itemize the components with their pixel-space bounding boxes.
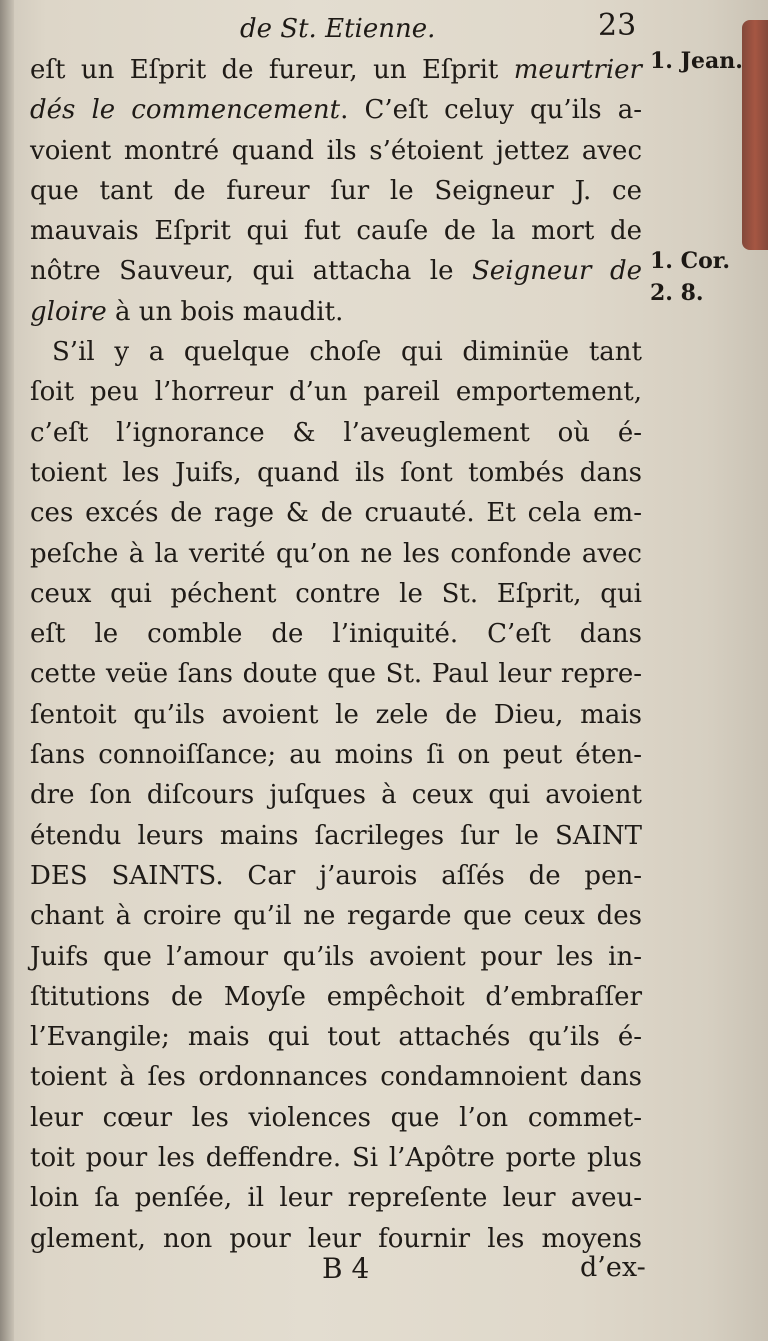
text-line: dés le commencement. C’eſt celuy qu’ils a- [30, 95, 642, 126]
text-line: nôtre Sauveur, qui attacha le Seigneur de [30, 256, 642, 287]
text-line: mauvais Eſprit qui fut cauſe de la mort de [30, 216, 642, 247]
text-line: gloire à un bois maudit. [30, 296, 344, 327]
text-line: étendu leurs mains ſacrileges ſur le SAINT [30, 820, 642, 851]
margin-note-cor: 1. Cor. [650, 248, 731, 274]
signature-mark: B 4 [322, 1252, 370, 1285]
text-line: l’Evangile; mais qui tout attachés qu’ils é- [30, 1022, 642, 1053]
text-line: voient montré quand ils s’étoient jettez avec [30, 135, 642, 166]
text-line: peſche à la verité qu’on ne les confonde avec [30, 538, 642, 569]
page-gutter-shadow [0, 0, 14, 1341]
text-line: loin ſa penſée, il leur repreſente leur aveu- [30, 1183, 642, 1214]
bookmark-ribbon [742, 20, 768, 250]
text-line: c’eſt l’ignorance & l’aveuglement où é- [30, 417, 642, 448]
text-line: cette veüe ſans doute que St. Paul leur repre- [30, 659, 642, 690]
text-line: toient les Juifs, quand ils ſont tombés dans [30, 457, 642, 488]
margin-note-jean: 1. Jean. [650, 48, 743, 74]
text-line: ces excés de rage & de cruauté. Et cela em- [30, 498, 642, 529]
text-line: toient à ſes ordonnances condamnoient dans [30, 1062, 642, 1093]
text-line: ſans connoiſſance; au moins ſi on peut éten- [30, 740, 642, 771]
text-line: Juifs que l’amour qu’ils avoient pour les in- [30, 941, 642, 972]
text-line: toit pour les deffendre. Si l’Apôtre porte plus [30, 1143, 642, 1174]
text-line: ſentoit qu’ils avoient le zele de Dieu, mais [30, 699, 642, 730]
body-text [30, 50, 642, 1259]
margin-note-cor-verse: 2. 8. [650, 280, 704, 306]
text-line: DES SAINTS. Car j’aurois aſſés de pen- [30, 860, 642, 891]
text-line: leur cœur les violences que l’on commet- [30, 1102, 642, 1133]
text-line: dre ſon diſcours juſques à ceux qui avoient [30, 780, 642, 811]
running-head: de St. Etienne. [240, 14, 436, 44]
text-line: ſtitutions de Moyſe empêchoit d’embraſſer [30, 981, 642, 1012]
text-line: eſt un Eſprit de fureur, un Eſprit meurtrier [30, 55, 642, 85]
text-line: ſoit peu l’horreur d’un pareil emportement, [30, 377, 642, 408]
text-line: eſt le comble de l’iniquité. C’eſt dans [30, 619, 642, 650]
text-line: glement, non pour leur fournir les moyens [30, 1223, 642, 1254]
text-line: ceux qui péchent contre le St. Eſprit, qui [30, 578, 642, 609]
catchword: d’ex- [580, 1252, 646, 1283]
text-line: S’il y a quelque choſe qui diminüe tant [52, 337, 642, 368]
text-line: que tant de fureur ſur le Seigneur J. ce [30, 175, 642, 206]
text-line: chant à croire qu’il ne regarde que ceux des [30, 901, 642, 932]
page-number: 23 [598, 8, 637, 43]
